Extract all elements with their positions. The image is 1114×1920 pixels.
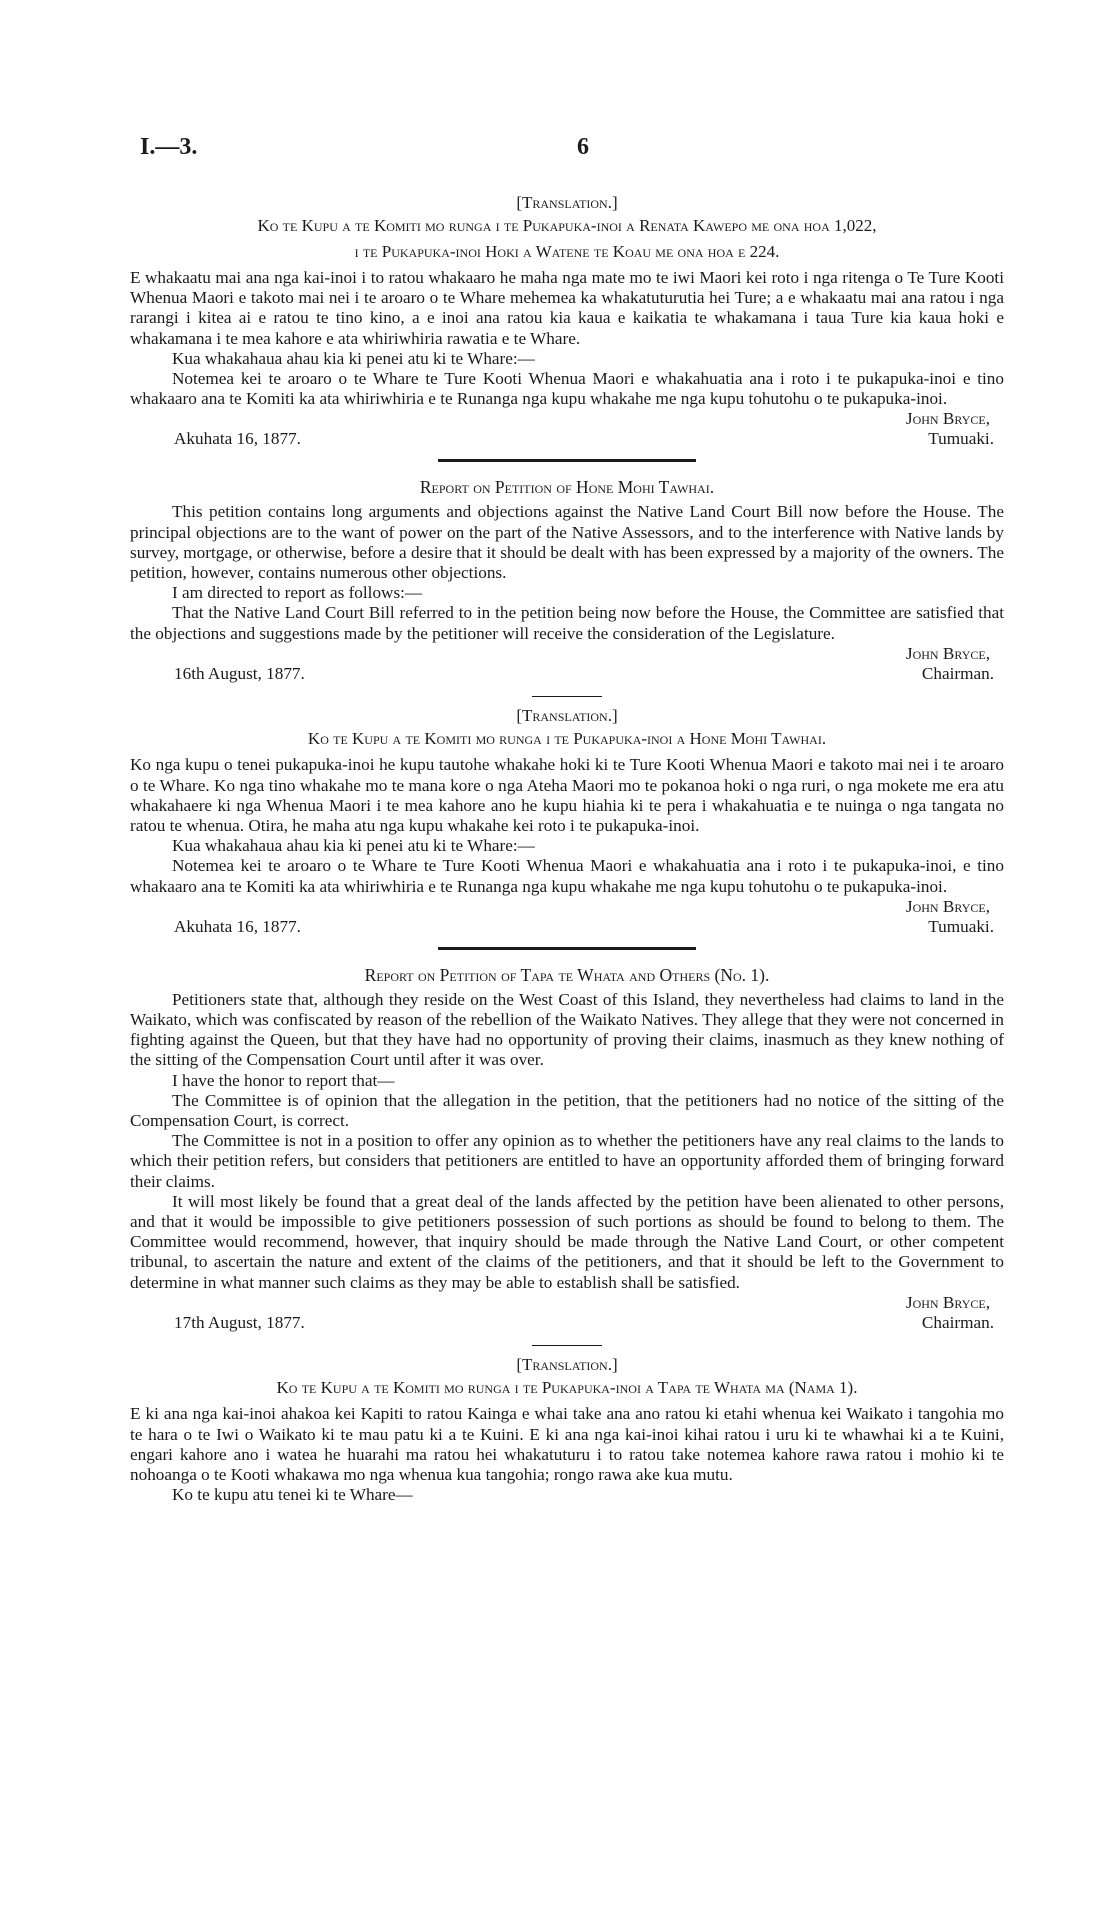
section-title-line1: Ko te Kupu a te Komiti mo runga i te Pukapuka-inoi a Renata Kawepo me ona hoa 1,022, <box>257 216 877 235</box>
paragraph: That the Native Land Court Bill referred to in the petition being now before the House, the Committee are satisfied that the objections and suggestions made by the petitioner will receive the consideration of the Legislature. <box>130 603 1004 643</box>
signature-date: 16th August, 1877. <box>174 663 305 683</box>
page-header <box>130 128 1004 184</box>
paragraph: Notemea kei te aroaro o te Whare te Ture Kooti Whenua Maori e whakahuatia ana i roto i te pukapuka-inoi, e tino whakaaro ana te Komiti ka ata whiriwhiria e te Runanga nga kupu whakahe me nga kupu tohutohu o te pukapuka-inoi. <box>130 856 1004 896</box>
signature-date: Akuhata 16, 1877. <box>174 429 301 449</box>
document-page <box>130 128 1004 1505</box>
section-divider <box>532 1345 602 1347</box>
paper-reference: I.—3. <box>140 134 198 160</box>
page-number: 6 <box>577 134 589 160</box>
paragraph: Ko te kupu atu tenei ki te Whare— <box>172 1485 413 1505</box>
signature-date: Akuhata 16, 1877. <box>174 916 301 936</box>
signatory-role: Tumuaki. <box>928 916 994 936</box>
section-title: Ko te Kupu a te Komiti mo runga i te Pukapuka-inoi a Hone Mohi Tawhai. <box>307 729 827 749</box>
signature-date: 17th August, 1877. <box>174 1312 305 1332</box>
signature-block <box>130 644 1004 686</box>
section-translation-tapa-te-whata <box>130 1354 1004 1505</box>
paragraph: Kua whakahaua ahau kia ki penei atu ki te Whare:— <box>172 348 535 368</box>
signature-block <box>130 897 1004 939</box>
signatory-name: John Bryce, <box>905 409 990 429</box>
translation-label: [Translation.] <box>516 706 618 726</box>
paragraph: The Committee is not in a position to offer any opinion as to whether the petitioners have any real claims to the lands to which their petition refers, but considers that petitioners are entitled to have an opportunity afforded them of bringing forward their claims. <box>130 1131 1004 1191</box>
signatory-role: Chairman. <box>921 663 994 683</box>
paragraph: Notemea kei te aroaro o te Whare te Ture Kooti Whenua Maori e whakahuatia ana i roto i te pukapuka-inoi e tino whakaaro ana te Komiti ka ata whiriwhiria e te Runanga nga kupu whakahe me nga kupu tohutohu o te pukapuka-inoi. <box>130 369 1004 409</box>
section-translation-hone-mohi-tawhai <box>130 705 1004 949</box>
translation-label: [Translation.] <box>516 1355 618 1375</box>
section-title-line2: i te Pukapuka-inoi Hoki a Watene te Koau me ona hoa e 224. <box>354 242 780 261</box>
section-translation-renata-kawepo <box>130 192 1004 462</box>
section-divider <box>438 947 696 950</box>
section-report-hone-mohi-tawhai <box>130 476 1004 697</box>
paragraph: This petition contains long arguments and objections against the Native Land Court Bill now before the House. The principal objections are to the want of power on the part of the Native Assessors, and to the interference with Native lands by survey, mortgage, or otherwise, before a desire that it should be dealt with has been expressed by a majority of the owners. The petition, however, contains numerous other objections. <box>130 502 1004 583</box>
signature-block <box>130 1293 1004 1335</box>
section-divider <box>532 696 602 698</box>
paragraph: The Committee is of opinion that the allegation in the petition, that the petitioners had no notice of the sitting of the Compensation Court, is correct. <box>130 1090 1004 1130</box>
signatory-name: John Bryce, <box>905 1292 990 1312</box>
paragraph: E ki ana nga kai-inoi ahakoa kei Kapiti to ratou Kainga e whai take ana ano ratou ki etahi whenua kei Waikato i tangohia mo te hara o te Iwi o Waikato ki te mau patu ki a te Kuini. E ki ana nga kai-inoi kihai ratou i uru ki te whawhai ki a te Kuini, engari kahore ano i watea he huarahi ma ratou hei whakatuturu i to ratou take notemea kahore rawa ratou i mohio ki te nohoanga o te Kooti whakawa mo nga whenua kua tangohia; rongo rawa ake kua mutu. <box>130 1404 1004 1484</box>
paragraph: Ko nga kupu o tenei pukapuka-inoi he kupu tautohe whakahe hoki ki te Ture Kooti Whenua Maori e takoto mai nei i te aroaro o te Whare. Ko nga tino whakahe mo te mana kore o nga Ateha Maori mo te pokanoa hoki o nga ruri, o nga mokete me era atu whakahaere ki nga Whenua Maori i te mea kahore ano he kupu hiahia ki te pera i whakahuatia e te nuinga o nga tangata no ratou te whenua. Otira, he maha atu nga kupu whakahe kei roto i te pukapuka-inoi. <box>130 755 1004 835</box>
signatory-role: Chairman. <box>921 1312 994 1332</box>
signature-block <box>130 409 1004 451</box>
report-title: Report on Petition of Hone Mohi Tawhai. <box>419 477 715 498</box>
section-title: Ko te Kupu a te Komiti mo runga i te Pukapuka-inoi a Tapa te Whata ma (Nama 1). <box>276 1378 858 1398</box>
paragraph: Petitioners state that, although they reside on the West Coast of this Island, they nevertheless had claims to land in the Waikato, which was confiscated by reason of the rebellion of the Waikato Natives. They allege that they were not concerned in fighting against the Queen, but that they have had no opportunity of proving their claims, inasmuch as they knew nothing of the sitting of the Compensation Court until after it was over. <box>130 989 1004 1070</box>
section-divider <box>438 459 696 462</box>
paragraph: I am directed to report as follows:— <box>172 583 423 603</box>
signatory-role: Tumuaki. <box>928 429 994 449</box>
paragraph: It will most likely be found that a great deal of the lands affected by the petition have been alienated to other persons, and that it would be impossible to give petitioners possession of such portions as should be found to belong to them. The Committee would recommend, however, that inquiry should be made through the Native Land Court, or other competent tribunal, to ascertain the nature and extent of the claims of the petitioners, and that it should be left to the Government to determine in what manner such claims as they may be able to establish shall be satisfied. <box>130 1191 1004 1292</box>
signatory-name: John Bryce, <box>905 643 990 663</box>
paragraph: E whakaatu mai ana nga kai-inoi i to ratou whakaaro he maha nga mate mo te iwi Maori kei roto i nga ritenga o Te Ture Kooti Whenua Maori e takoto mai nei i te aroaro o te Whare mehemea ka whakatuturutia hei Ture; a e whakaatu mai ana ratou i nga rarangi i kitea ai e ratou te tino kino, a e inoi ana ratou kia kaua e kaikatia te whakamana i taua Ture kia kaua hoki e whakamana i te mea kahore e ata whiriwhiria rawatia e te Whare. <box>130 268 1004 348</box>
paragraph: I have the honor to report that— <box>172 1070 395 1090</box>
translation-label: [Translation.] <box>516 193 618 212</box>
section-report-tapa-te-whata <box>130 964 1004 1347</box>
paragraph: Kua whakahaua ahau kia ki penei atu ki te Whare:— <box>172 836 535 856</box>
signatory-name: John Bryce, <box>905 896 990 916</box>
report-title: Report on Petition of Tapa te Whata and Others (No. 1). <box>364 964 770 985</box>
